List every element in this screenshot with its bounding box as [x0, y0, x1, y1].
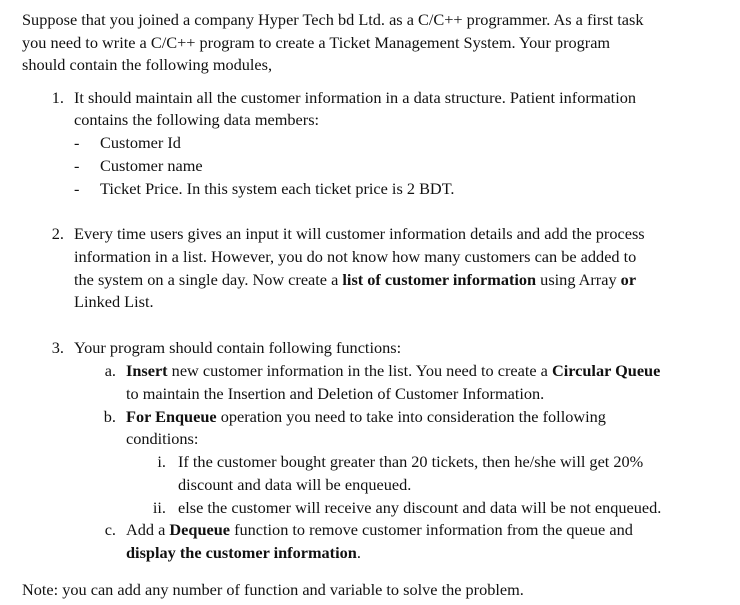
member-bullet: - [74, 179, 80, 198]
member-bullet: - [74, 133, 80, 152]
member-bullet: - [74, 156, 80, 175]
list-of-customer-information: list of customer information [342, 270, 537, 289]
item-1-line-1: It should maintain all the customer information in a data structure. Patient information [74, 88, 637, 107]
item-3b-i-line-2: discount and data will be enqueued. [178, 475, 412, 494]
item-2-marker: 2. [51, 224, 64, 243]
item-3b-line-2: conditions: [126, 429, 199, 448]
item-3b-i-line-1: If the customer bought greater than 20 tickets, then he/she will get 20% [178, 452, 644, 471]
item-1-line-2: contains the following data members: [74, 110, 320, 129]
insert-keyword: Insert [126, 361, 168, 380]
item-3b-ii-line-1: else the customer will receive any discount and data will be not enqueued. [178, 498, 662, 517]
item-2-line-3: the system on a single day. Now create a list of customer information using Array or [74, 270, 637, 289]
intro-line-1: Suppose that you joined a company Hyper Tech bd Ltd. as a C/C++ programmer. As a first task [22, 10, 644, 29]
intro-line-3: should contain the following modules, [22, 55, 273, 74]
member-customer-name: Customer name [100, 156, 203, 175]
item-2-line-1: Every time users gives an input it will customer information details and add the process [74, 224, 645, 243]
item-3b-ii-marker: ii. [152, 498, 166, 517]
item-3c-marker: c. [104, 520, 116, 539]
item-3b-i-marker: i. [157, 452, 166, 471]
item-3a-line-2: to maintain the Insertion and Deletion of Customer Information. [126, 384, 545, 403]
item-3c-line-1: Add a Dequeue function to remove customer information from the queue and [126, 520, 633, 539]
for-enqueue-keyword: For Enqueue [126, 407, 217, 426]
item-3-line-1: Your program should contain following functions: [74, 338, 402, 357]
item-3c-line-2: display the customer information. [126, 543, 361, 562]
note: Note: you can add any number of function and variable to solve the problem. [22, 580, 524, 599]
member-customer-id: Customer Id [100, 133, 181, 152]
item-3a-line-1: Insert new customer information in the list. You need to create a Circular Queue [126, 361, 661, 380]
item-2-line-2: information in a list. However, you do not know how many customers can be added to [74, 247, 637, 266]
member-ticket-price: Ticket Price. In this system each ticket price is 2 BDT. [100, 179, 455, 198]
item-3a-marker: a. [104, 361, 116, 380]
item-2-line-4: Linked List. [74, 292, 154, 311]
item-3b-line-1: For Enqueue operation you need to take into consideration the following [126, 407, 606, 426]
display-customer-information: display the customer information [126, 543, 357, 562]
item-3b-marker: b. [103, 407, 116, 426]
item-1-marker: 1. [51, 88, 64, 107]
or-keyword: or [620, 270, 637, 289]
item-3-marker: 3. [51, 338, 64, 357]
circular-queue-keyword: Circular Queue [551, 361, 661, 380]
dequeue-keyword: Dequeue [169, 520, 231, 539]
intro-line-2: you need to write a C/C++ program to create a Ticket Management System. Your program [22, 33, 611, 52]
